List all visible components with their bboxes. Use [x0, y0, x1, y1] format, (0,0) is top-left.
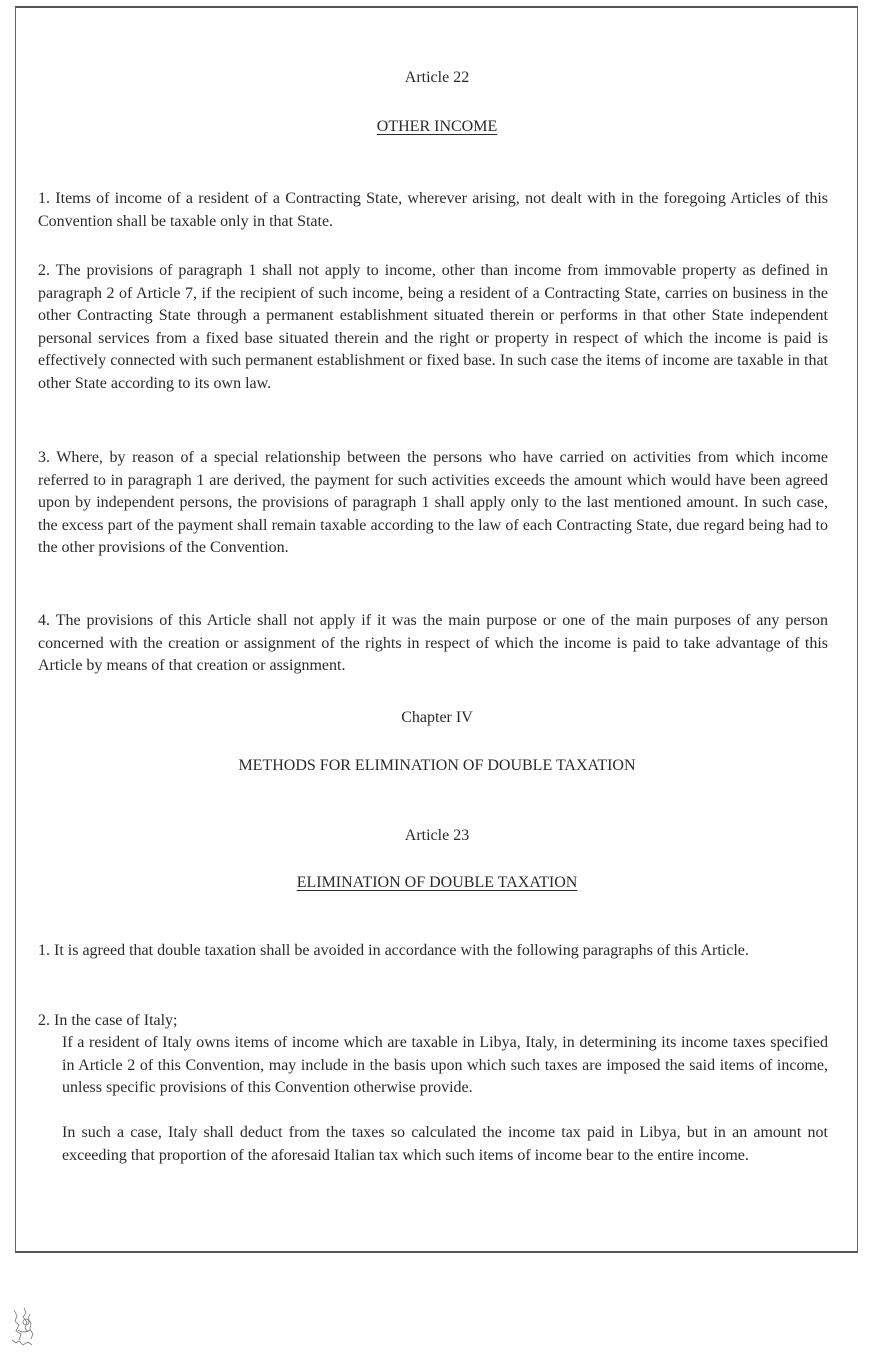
- article-22-number: Article 22: [404, 69, 470, 86]
- article-23-paragraph-2-sub-1: If a resident of Italy owns items of income which are taxable in Libya, Italy, in determining its income taxes specified in Article 2 of this Convention, may include in the basis upon which such taxes are imposed the said items of income, unless specific provisions of this Convention otherwise provide.: [62, 1034, 828, 1096]
- article-23-paragraph-2-sub-2: In such a case, Italy shall deduct from the taxes so calculated the income tax paid in Libya, but in an amount not exceeding that proportion of the aforesaid Italian tax which such items of income bear to the entire income.: [62, 1124, 828, 1164]
- article-22-title: OTHER INCOME: [376, 118, 498, 135]
- article-23-paragraph-2-heading: 2. In the case of Italy;: [38, 1012, 178, 1029]
- article-23-title: ELIMINATION OF DOUBLE TAXATION: [296, 874, 578, 891]
- chapter-title: METHODS FOR ELIMINATION OF DOUBLE TAXATION: [238, 757, 636, 774]
- article-22-paragraph-2: 2. The provisions of paragraph 1 shall not apply to income, other than income from immovable property as defined in paragraph 2 of Article 7, if the recipient of such income, being a resident of a Contracting State, carries on business in the other Contracting State through a permanent establishment situated therein or performs in that other State independent personal services from a fixed base situated therein and the right or property in respect of which the income is paid is effectively connected with such permanent establishment or fixed base. In such case the items of income are taxable in that other State according to its own law.: [38, 262, 828, 392]
- article-23-paragraph-1: 1. It is agreed that double taxation shall be avoided in accordance with the following paragraphs of this Article.: [38, 942, 749, 959]
- article-23-number: Article 23: [404, 827, 470, 844]
- article-22-paragraph-1: 1. Items of income of a resident of a Contracting State, wherever arising, not dealt with in the foregoing Articles of this Convention shall be taxable only in that State.: [38, 190, 828, 230]
- chapter-number: Chapter IV: [401, 709, 473, 726]
- official-seal-icon: [6, 1300, 42, 1352]
- article-22-paragraph-4: 4. The provisions of this Article shall not apply if it was the main purpose or one of the main purposes of any person concerned with the creation or assignment of the rights in respect of which the income is paid to take advantage of this Article by means of that creation or assignment.: [38, 612, 828, 674]
- article-22-paragraph-3: 3. Where, by reason of a special relationship between the persons who have carried on activities from which income referred to in paragraph 1 are derived, the payment for such activities exceeds the amount which would have been agreed upon by independent persons, the provisions of paragraph 1 shall apply only to the last mentioned amount. In such case, the excess part of the payment shall remain taxable according to the law of each Contracting State, due regard being had to the other provisions of the Convention.: [38, 449, 828, 556]
